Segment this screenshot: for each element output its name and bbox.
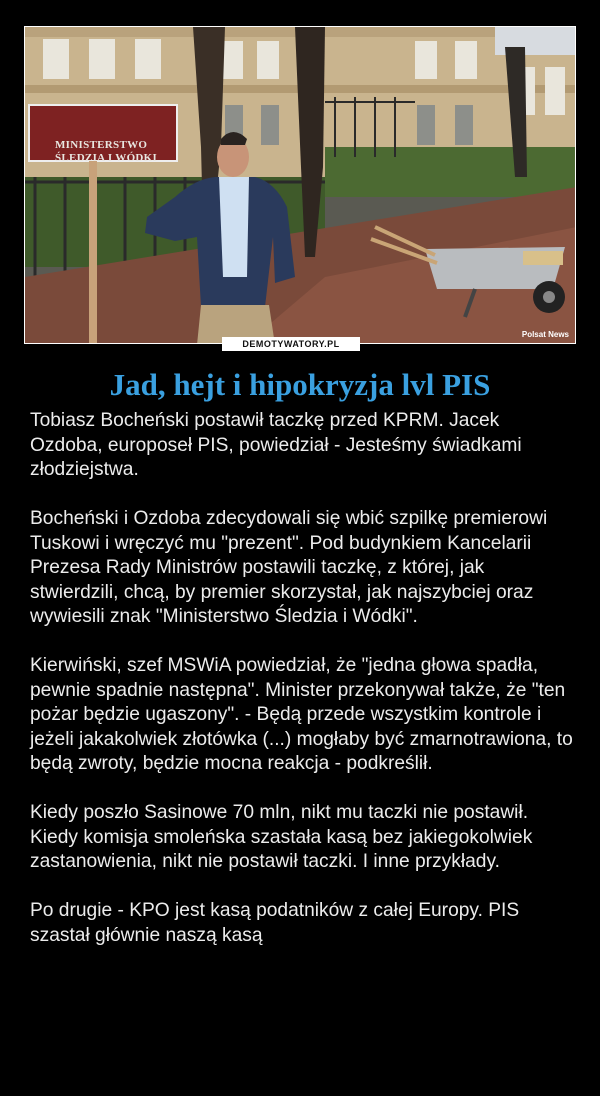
sign-text bbox=[55, 139, 193, 165]
photo-illustration bbox=[25, 27, 576, 344]
sign-line-1: MINISTERSTWO bbox=[55, 139, 148, 151]
post-body bbox=[30, 409, 576, 973]
sign-line-2: ŚLEDZIA I WÓDKI bbox=[55, 152, 158, 164]
paragraph-3: Kierwiński, szef MSWiA powiedział, że "jedna głowa spadła, pewnie spadnie następna". Minister przekonywał także, że "ten pożar będzie ugaszony". - Będą przede wszystkim kontrole i jeżeli jakakolwiek złotówka (...) mogłaby być zmarnotrawiona, to będą zwroty, będzie mocna reakcja - podkreślił. bbox=[30, 655, 573, 774]
photo-credit: Polsat News bbox=[521, 330, 569, 339]
paragraph-4: Kiedy poszło Sasinowe 70 mln, nikt mu taczki nie postawił. Kiedy komisja smoleńska szastała kasą bez jakiegokolwiek zastanowienia, nikt nie postawił taczki. I inne przykłady. bbox=[30, 802, 533, 872]
news-photo bbox=[24, 26, 576, 344]
paragraph-1: Tobiasz Bocheński postawił taczkę przed KPRM. Jacek Ozdoba, europoseł PIS, powiedział - Jesteśmy świadkami złodziejstwa. bbox=[30, 410, 522, 480]
site-badge[interactable]: DEMOTYWATORY.PL bbox=[222, 337, 360, 351]
paragraph-2: Bocheński i Ozdoba zdecydowali się wbić szpilkę premierowi Tuskowi i wręczyć mu "prezent". Pod budynkiem Kancelarii Prezesa Rady Ministrów postawili taczkę, z której, jak stwierdzili, chcą, by premier skorzystał, jak najszybciej oraz wywiesili znak "Ministerstwo Śledzia i Wódki". bbox=[30, 508, 548, 627]
paragraph-5: Po drugie - KPO jest kasą podatników z całej Europy. PIS szastał głównie naszą kasą bbox=[30, 900, 520, 946]
post-title: Jad, hejt i hipokryzja lvl PIS bbox=[109, 367, 491, 402]
